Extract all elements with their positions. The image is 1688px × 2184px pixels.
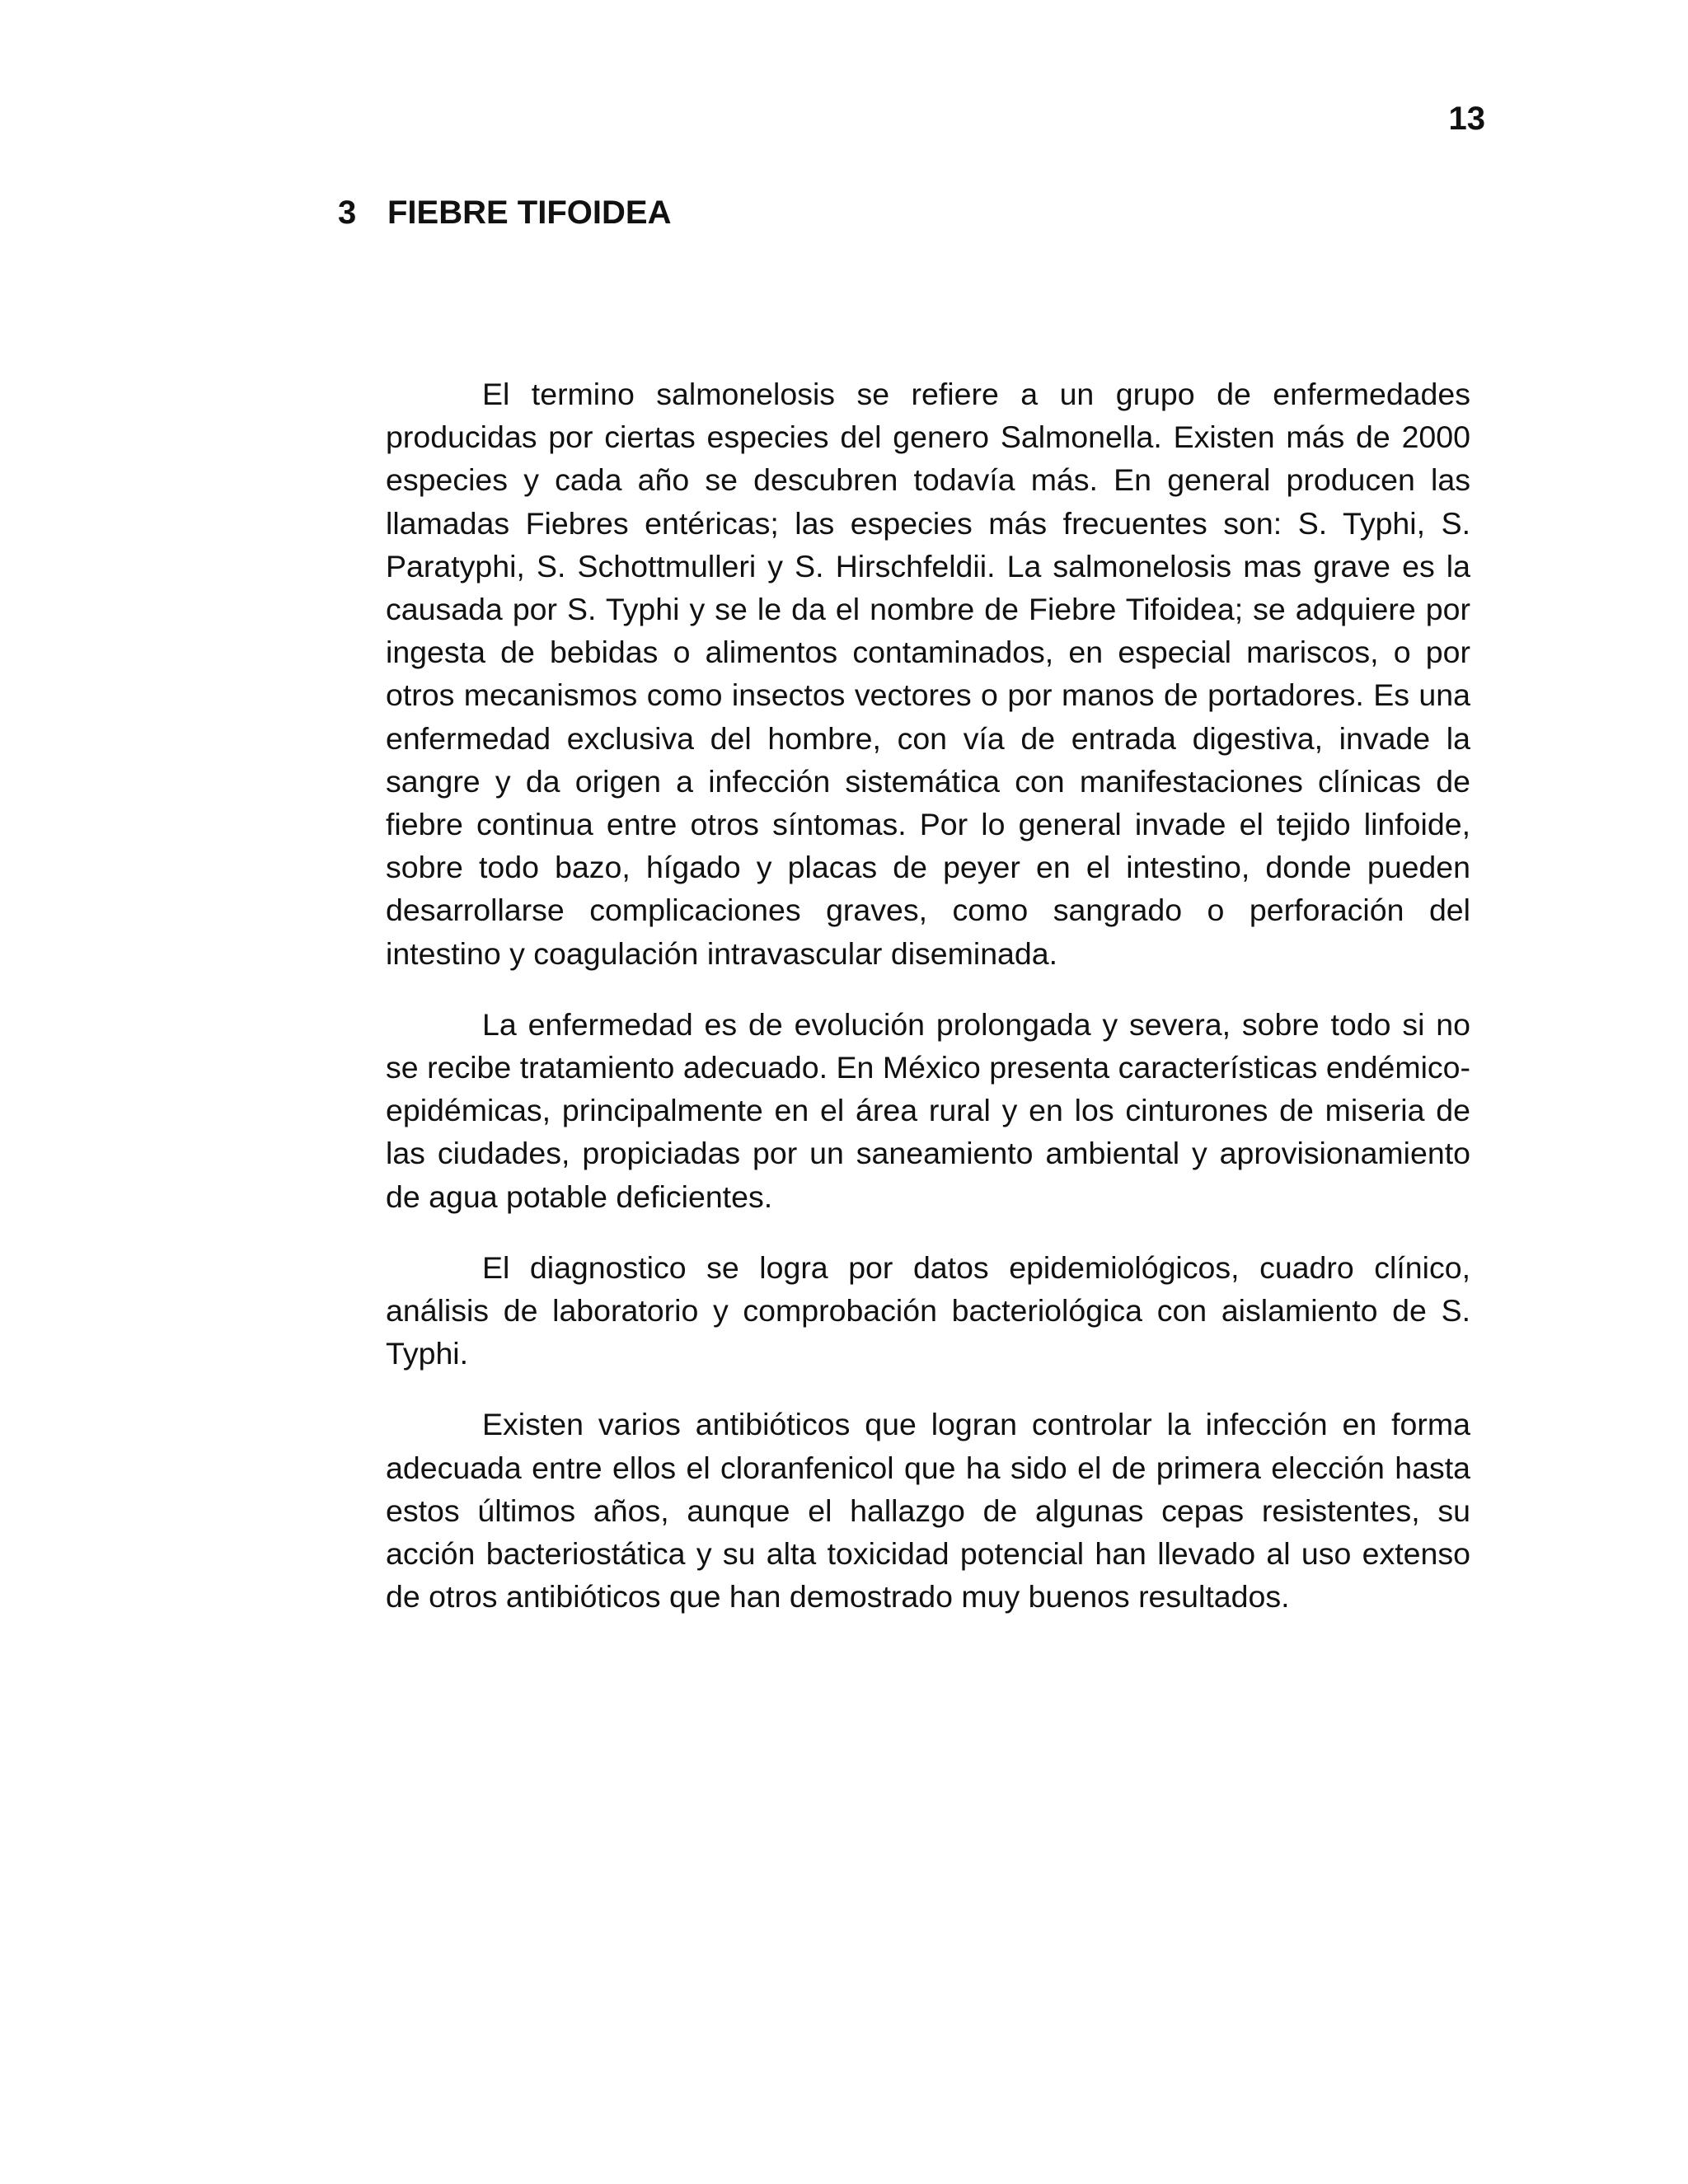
paragraph-evolucion: La enfermedad es de evolución prolongada y severa, sobre todo si no se recibe tratamiento adecuado. En México presenta características endémico-epidémicas, principalmente en el área rural y en los cinturones de miseria de las ciudades, propiciadas por un saneamiento ambiental y aprovisionamiento de agua potable deficientes. bbox=[386, 1006, 1470, 1214]
section-title: FIEBRE TIFOIDEA bbox=[387, 194, 672, 231]
page-number: 13 bbox=[1448, 101, 1485, 137]
section-number: 3 bbox=[338, 194, 357, 231]
body-text bbox=[386, 373, 1470, 1646]
paragraph-antibioticos: Existen varios antibióticos que logran controlar la infección en forma adecuada entre ellos el cloranfenicol que ha sido el de primera elección hasta estos últimos años, aunque el hallazgo de algunas cepas resistentes, su acción bacteriostática y su alta toxicidad potencial han llevado al uso extenso de otros antibióticos que han demostrado muy buenos resultados. bbox=[386, 1407, 1470, 1615]
paragraph-salmonelosis: El termino salmonelosis se refiere a un grupo de enfermedades producidas por ciertas especies del genero Salmonella. Existen más de 2000 especies y cada año se descubren todavía más. En general producen las llamadas Fiebres entéricas; las especies más frecuentes son: S. Typhi, S. Paratyphi, S. Schottmulleri y S. Hirschfeldii. La salmonelosis mas grave es la causada por S. Typhi y se le da el nombre de Fiebre Tifoidea; se adquiere por ingesta de bebidas o alimentos contaminados, en especial mariscos, o por otros mecanismos como insectos vectores o por manos de portadores. Es una enfermedad exclusiva del hombre, con vía de entrada digestiva, invade la sangre y da origen a infección sistemática con manifestaciones clínicas de fiebre continua entre otros síntomas. Por lo general invade el tejido linfoide, sobre todo bazo, hígado y placas de peyer en el intestino, donde pueden desarrollarse complicaciones graves, como sangrado o perforación del intestino y coagulación intravascular diseminada. bbox=[386, 377, 1470, 971]
section-heading bbox=[338, 194, 671, 232]
paragraph-diagnostico: El diagnostico se logra por datos epidemiológicos, cuadro clínico, análisis de laboratorio y comprobación bacteriológica con aislamiento de S. Typhi. bbox=[386, 1249, 1470, 1371]
